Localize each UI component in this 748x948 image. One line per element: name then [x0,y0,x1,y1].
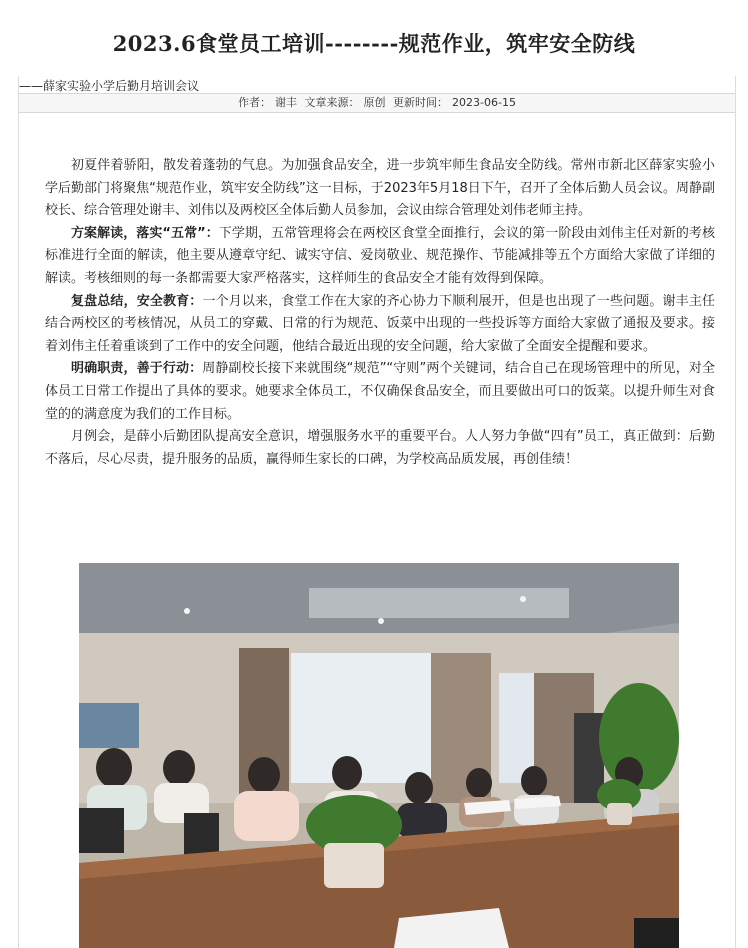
paragraph-1 [45,155,715,223]
article-meta-bar [19,93,735,113]
paragraph-3 [45,291,715,359]
paragraph-text: 下学期，五常管理将会在两校区食堂全面推行，会议的第一阶段由刘伟主任对新的考核标准进行全面的解读，他主要从遵章守纪、诚实守信、爱岗敬业、规范操作、节能减排等五个方面给大家做了详细的解读。考核细则的每一条都需要大家严格落实，这样师生的食品安全才能有效得到保障。 [45,225,715,286]
paragraph-4 [45,358,715,426]
updated-label: 更新时间： [393,96,449,109]
paragraph-text: 月例会，是薛小后勤团队提高安全意识，增强服务水平的重要平台。人人努力争做“四有”员工，真正做到：后勤不落后，尽心尽责，提升服务的品质，赢得师生家长的口碑，为学校高品质发展，再创佳绩！ [45,429,715,467]
ceiling-spot [378,618,384,624]
paragraph-text: 初夏伴着骄阳，散发着蓬勃的气息。为加强食品安全，进一步筑牢师生食品安全防线。常州市新北区薛家实验小学后勤部门将聚焦“规范作业，筑牢安全防线”这一目标，于2023年5月18日下午，召开了全体后勤人员会议。周静副校长、综合管理处谢丰、刘伟以及两校区全体后勤人员参加，会议由综合管理处刘伟老师主持。 [45,158,715,219]
paragraph-lead: 方案解读，落实“五常”： [71,225,219,241]
paragraph-text: 一个月以来，食堂工作在大家的齐心协力下顺利展开，但是也出现了一些问题。谢丰主任结合两校区的考核情况，从员工的穿戴、日常的行为规范、饭菜中出现的一些投诉等方面给大家做了通报及要求。接着刘伟主任着重谈到了工作中的安全问题，他结合最近出现的安全问题，给大家做了全面安全提醒和要求。 [45,293,715,354]
paragraph-lead: 明确职责，善于行动： [71,361,203,377]
chair [184,813,219,858]
updated-value: 2023-06-15 [452,96,516,109]
frame-right-border [735,76,736,948]
paragraph-5 [45,426,715,471]
source-value: 原创 [363,96,386,109]
microphone-base [634,918,679,948]
ceiling-light [309,588,569,618]
source-label: 文章来源： [304,96,360,109]
wall-window-left [79,703,139,748]
meeting-photo [79,563,679,948]
article-subtitle: ——薛家实验小学后勤月培训会议 [19,79,200,93]
window [291,653,431,783]
author-value: 谢丰 [275,96,298,109]
meeting-photo-illustration [79,563,679,948]
ceiling-spot [184,608,190,614]
plant-pot-small [607,803,632,825]
chair [79,808,124,853]
article-title: 2023.6食堂员工培训--------规范作业，筑牢安全防线 [112,31,636,56]
article-body [45,155,715,471]
frame-left-border [18,76,19,948]
paragraph-2 [45,223,715,291]
window [499,673,534,783]
ceiling-spot [520,596,526,602]
plant-pot [324,843,384,888]
author-label: 作者： [238,96,272,109]
paragraph-lead: 复盘总结，安全教育： [71,293,203,309]
paragraph-text: 周静副校长接下来就围绕“规范”“守则”两个关键词，结合自己在现场管理中的所见，对全体员工日常工作提出了具体的要求。她要求全体员工，不仅确保食品安全，而且要做出可口的饭菜。以提升师生对食堂的的满意度为我们的工作目标。 [45,361,715,422]
